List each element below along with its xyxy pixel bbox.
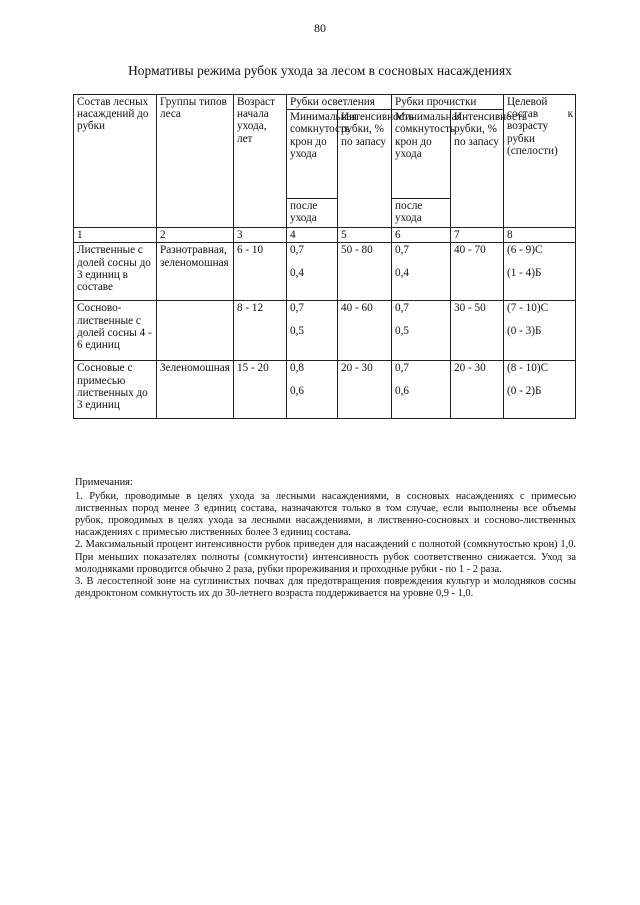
note-item: 3. В лесостепной зоне на суглинистых почвах для предотвращения повреждения культур и молодняков сосны дендроктоном сомкнутость их до 30-летнего возраста поддерживается на уровне 0,9 - 1,0. [75, 575, 576, 599]
cell-forest-group [157, 301, 234, 361]
header-start-age: Возраст начала ухода, лет [234, 95, 287, 228]
cell-lightening-intensity: 20 - 30 [338, 361, 392, 419]
header-forest-groups: Группы типов леса [157, 95, 234, 228]
cell-lightening-density: 0,7 0,4 [287, 243, 338, 301]
cell-composition: Сосновые с примесью лиственных до 3 единиц [74, 361, 157, 419]
page-number: 80 [314, 21, 326, 35]
cell-forest-group: Зеленомошная [157, 361, 234, 419]
header-lightening-after: после ухода [287, 199, 338, 228]
header-composition: Состав лесных насаждений до рубки [74, 95, 157, 228]
column-number: 4 [287, 228, 338, 243]
header-cleaning-cuts: Рубки прочистки [392, 95, 504, 110]
column-number-row [74, 228, 576, 243]
header-lightening-min-density: Минимальная сомкнутость крон до ухода [287, 110, 338, 199]
cell-cleaning-density: 0,7 0,4 [392, 243, 451, 301]
header-row-1 [74, 95, 576, 110]
header-cleaning-intensity: Интенсивность рубки, % по запасу [451, 110, 504, 228]
column-number: 6 [392, 228, 451, 243]
note-item: 1. Рубки, проводимые в целях ухода за лесными насаждениями, в сосновых насаждениях с примесью лиственных пород менее 3 единиц состава, назначаются только в том случае, если выполнены все объемы рубок, проводимых в целях ухода за лесными насаждениями, в лиственно-сосновых и сосново-лиственных насаждениях с примесью лиственных более 3 единиц состава. [75, 491, 576, 539]
cell-forest-group: Разнотравная, зеленомошная [157, 243, 234, 301]
table-row [74, 243, 576, 301]
cell-lightening-intensity: 50 - 80 [338, 243, 392, 301]
column-number: 3 [234, 228, 287, 243]
cell-start-age: 6 - 10 [234, 243, 287, 301]
notes-heading: Примечания: [75, 477, 133, 488]
cell-composition: Сосново-лиственные с долей сосны 4 - 6 единиц [74, 301, 157, 361]
header-target-composition: Целевой состав к возрасту рубки (спелости) [504, 95, 576, 228]
table-row [74, 301, 576, 361]
cell-cleaning-density: 0,7 0,5 [392, 301, 451, 361]
cell-lightening-density: 0,7 0,5 [287, 301, 338, 361]
cell-cleaning-intensity: 20 - 30 [451, 361, 504, 419]
table-row [74, 361, 576, 419]
header-cleaning-after: после ухода [392, 199, 451, 228]
cell-start-age: 8 - 12 [234, 301, 287, 361]
column-number: 7 [451, 228, 504, 243]
cell-composition: Лиственные с долей сосны до 3 единиц в составе [74, 243, 157, 301]
header-cleaning-min-density: Минимальная сомкнутость крон до ухода [392, 110, 451, 199]
column-number: 8 [504, 228, 576, 243]
cell-target-composition: (7 - 10)С (0 - 3)Б [504, 301, 576, 361]
note-item: 2. Максимальный процент интенсивности рубок приведен для насаждений с полнотой (сомкнутостью крон) 1,0. При меньших показателях полноты (сомкнутости) интенсивность рубок соответственно снижается. Уход за молодняками проводится обычно 2 раза, рубки прореживания и проходные рубки - по 1 - 2 раза. [75, 539, 576, 575]
column-number: 1 [74, 228, 157, 243]
norms-table [73, 94, 576, 419]
cell-lightening-intensity: 40 - 60 [338, 301, 392, 361]
document-title: Нормативы режима рубок ухода за лесом в сосновых насаждениях [128, 63, 512, 78]
cell-target-composition: (8 - 10)С (0 - 2)Б [504, 361, 576, 419]
cell-lightening-density: 0,8 0,6 [287, 361, 338, 419]
header-lightening-intensity: Интенсивность рубки, % по запасу [338, 110, 392, 228]
cell-target-composition: (6 - 9)С (1 - 4)Б [504, 243, 576, 301]
column-number: 2 [157, 228, 234, 243]
cell-start-age: 15 - 20 [234, 361, 287, 419]
cell-cleaning-intensity: 30 - 50 [451, 301, 504, 361]
cell-cleaning-density: 0,7 0,6 [392, 361, 451, 419]
notes-section [75, 477, 576, 600]
cell-cleaning-intensity: 40 - 70 [451, 243, 504, 301]
header-lightening-cuts: Рубки осветления [287, 95, 392, 110]
column-number: 5 [338, 228, 392, 243]
